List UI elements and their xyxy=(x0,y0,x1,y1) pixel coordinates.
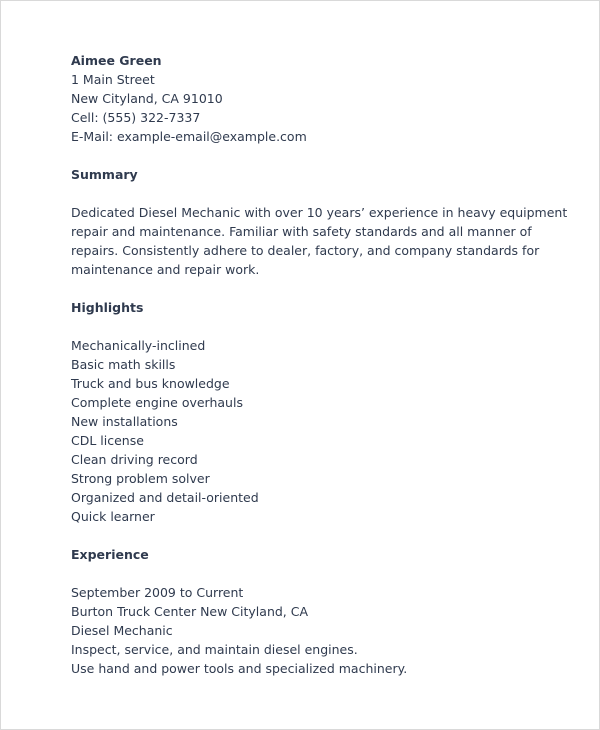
highlight-item: Organized and detail-oriented xyxy=(71,490,259,505)
summary-line-4: maintenance and repair work. xyxy=(71,262,260,277)
experience-duty: Inspect, service, and maintain diesel engines. xyxy=(71,642,358,657)
highlight-item: CDL license xyxy=(71,433,144,448)
spacer xyxy=(71,317,551,336)
highlights-heading: Highlights xyxy=(71,300,144,315)
experience-company: Burton Truck Center New Cityland, CA xyxy=(71,604,309,619)
highlight-item: Truck and bus knowledge xyxy=(71,376,230,391)
spacer xyxy=(71,184,551,203)
summary-heading: Summary xyxy=(71,167,138,182)
contact-cell: Cell: (555) 322-7337 xyxy=(71,110,201,125)
experience-title: Diesel Mechanic xyxy=(71,623,173,638)
resume-content xyxy=(71,51,568,678)
highlight-item: New installations xyxy=(71,414,178,429)
experience-heading: Experience xyxy=(71,547,149,562)
highlight-item: Clean driving record xyxy=(71,452,198,467)
spacer xyxy=(71,564,551,583)
highlight-item: Quick learner xyxy=(71,509,155,524)
experience-duty: Use hand and power tools and specialized machinery. xyxy=(71,661,408,676)
highlight-item: Complete engine overhauls xyxy=(71,395,243,410)
experience-dates: September 2009 to Current xyxy=(71,585,244,600)
highlight-item: Mechanically-inclined xyxy=(71,338,206,353)
spacer xyxy=(71,279,551,298)
contact-email: E-Mail: example-email@example.com xyxy=(71,129,307,144)
highlight-item: Basic math skills xyxy=(71,357,176,372)
contact-street: 1 Main Street xyxy=(71,72,155,87)
spacer xyxy=(71,146,551,165)
summary-line-1: Dedicated Diesel Mechanic with over 10 years’ experience in heavy equipment xyxy=(71,205,568,220)
spacer xyxy=(71,526,551,545)
summary-line-2: repair and maintenance. Familiar with safety standards and all manner of xyxy=(71,224,532,239)
highlight-item: Strong problem solver xyxy=(71,471,210,486)
contact-name: Aimee Green xyxy=(71,53,162,68)
contact-city: New Cityland, CA 91010 xyxy=(71,91,223,106)
summary-line-3: repairs. Consistently adhere to dealer, factory, and company standards for xyxy=(71,243,540,258)
